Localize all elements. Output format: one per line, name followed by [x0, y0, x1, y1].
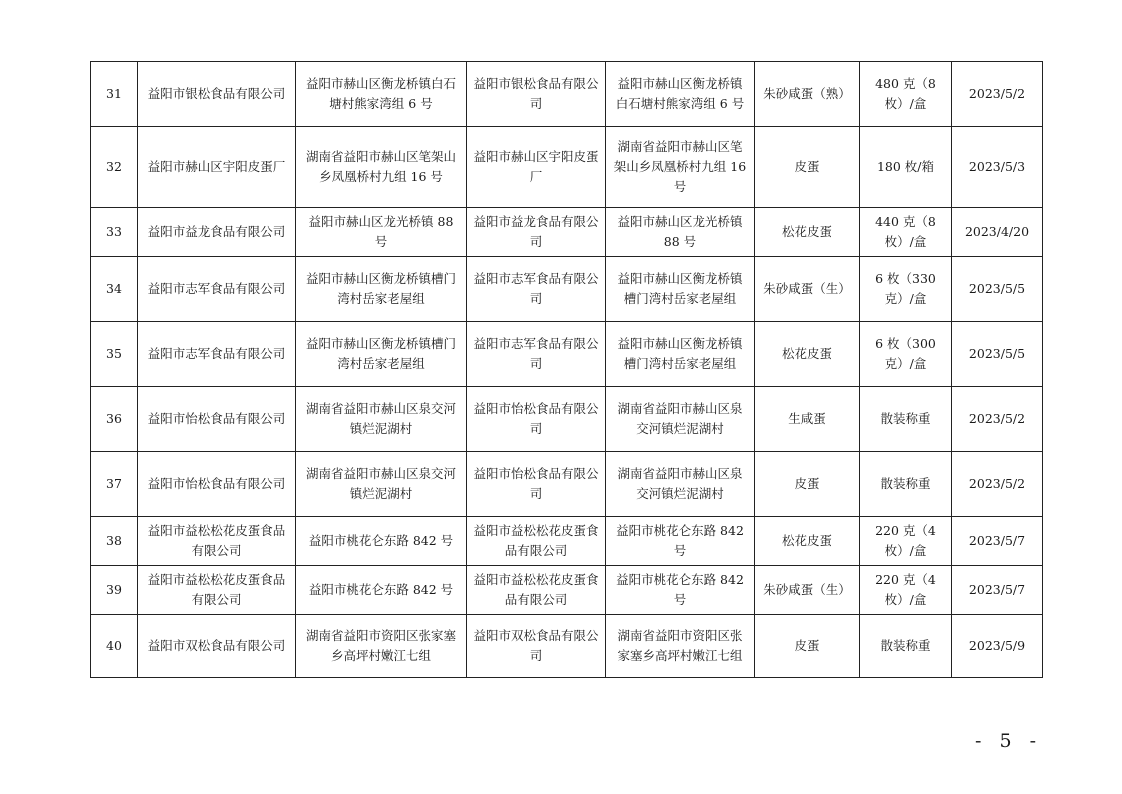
product-name-cell: 朱砂咸蛋（生）: [755, 257, 860, 322]
table-row: [91, 517, 1043, 566]
product-name-cell: 皮蛋: [755, 127, 860, 208]
producer-name-cell: 益阳市益松松花皮蛋食品有限公司: [138, 517, 296, 566]
producer-name-cell: 益阳市志军食品有限公司: [138, 322, 296, 387]
table-row: [91, 257, 1043, 322]
producer-address-cell: 益阳市赫山区衡龙桥镇槽门湾村岳家老屋组: [296, 257, 467, 322]
sampled-address-cell: 益阳市桃花仑东路 842 号: [606, 566, 755, 615]
sampled-address-cell: 湖南省益阳市赫山区泉交河镇烂泥湖村: [606, 452, 755, 517]
table-row: [91, 615, 1043, 678]
sampled-unit-cell: 益阳市益松松花皮蛋食品有限公司: [467, 566, 606, 615]
sampled-unit-cell: 益阳市益松松花皮蛋食品有限公司: [467, 517, 606, 566]
product-name-cell: 生咸蛋: [755, 387, 860, 452]
product-name-cell: 皮蛋: [755, 452, 860, 517]
producer-name-cell: 益阳市赫山区宇阳皮蛋厂: [138, 127, 296, 208]
sampled-address-cell: 湖南省益阳市赫山区笔架山乡凤凰桥村九组 16 号: [606, 127, 755, 208]
product-name-cell: 朱砂咸蛋（熟）: [755, 62, 860, 127]
sampled-address-cell: 益阳市桃花仑东路 842 号: [606, 517, 755, 566]
production-date-cell: 2023/5/9: [952, 615, 1043, 678]
row-number-cell: 36: [91, 387, 138, 452]
row-number-cell: 38: [91, 517, 138, 566]
sampled-address-cell: 益阳市赫山区衡龙桥镇槽门湾村岳家老屋组: [606, 257, 755, 322]
table-row: [91, 322, 1043, 387]
specification-cell: 散装称重: [860, 615, 952, 678]
table-row: [91, 127, 1043, 208]
production-date-cell: 2023/5/7: [952, 517, 1043, 566]
specification-cell: 180 枚/箱: [860, 127, 952, 208]
specification-cell: 散装称重: [860, 452, 952, 517]
sampled-unit-cell: 益阳市怡松食品有限公司: [467, 387, 606, 452]
producer-address-cell: 益阳市赫山区龙光桥镇 88 号: [296, 208, 467, 257]
producer-name-cell: 益阳市益龙食品有限公司: [138, 208, 296, 257]
producer-address-cell: 湖南省益阳市赫山区泉交河镇烂泥湖村: [296, 452, 467, 517]
producer-name-cell: 益阳市怡松食品有限公司: [138, 452, 296, 517]
sampled-unit-cell: 益阳市怡松食品有限公司: [467, 452, 606, 517]
producer-address-cell: 湖南省益阳市资阳区张家塞乡高坪村嫩江七组: [296, 615, 467, 678]
producer-name-cell: 益阳市银松食品有限公司: [138, 62, 296, 127]
table-row: [91, 62, 1043, 127]
sampled-address-cell: 益阳市赫山区衡龙桥镇白石塘村熊家湾组 6 号: [606, 62, 755, 127]
sampled-unit-cell: 益阳市志军食品有限公司: [467, 257, 606, 322]
specification-cell: 散装称重: [860, 387, 952, 452]
sampled-address-cell: 益阳市赫山区衡龙桥镇槽门湾村岳家老屋组: [606, 322, 755, 387]
production-date-cell: 2023/4/20: [952, 208, 1043, 257]
product-name-cell: 皮蛋: [755, 615, 860, 678]
specification-cell: 220 克（4 枚）/盒: [860, 517, 952, 566]
specification-cell: 480 克（8 枚）/盒: [860, 62, 952, 127]
specification-cell: 220 克（4 枚）/盒: [860, 566, 952, 615]
table-row: [91, 208, 1043, 257]
product-name-cell: 朱砂咸蛋（生）: [755, 566, 860, 615]
sampled-address-cell: 湖南省益阳市资阳区张家塞乡高坪村嫩江七组: [606, 615, 755, 678]
producer-address-cell: 湖南省益阳市赫山区泉交河镇烂泥湖村: [296, 387, 467, 452]
production-date-cell: 2023/5/5: [952, 257, 1043, 322]
product-name-cell: 松花皮蛋: [755, 517, 860, 566]
producer-address-cell: 益阳市赫山区衡龙桥镇槽门湾村岳家老屋组: [296, 322, 467, 387]
row-number-cell: 34: [91, 257, 138, 322]
specification-cell: 6 枚（330 克）/盒: [860, 257, 952, 322]
producer-name-cell: 益阳市志军食品有限公司: [138, 257, 296, 322]
producer-address-cell: 益阳市桃花仑东路 842 号: [296, 517, 467, 566]
table-row: [91, 452, 1043, 517]
production-date-cell: 2023/5/2: [952, 387, 1043, 452]
producer-name-cell: 益阳市益松松花皮蛋食品有限公司: [138, 566, 296, 615]
production-date-cell: 2023/5/5: [952, 322, 1043, 387]
row-number-cell: 33: [91, 208, 138, 257]
producer-address-cell: 益阳市赫山区衡龙桥镇白石塘村熊家湾组 6 号: [296, 62, 467, 127]
production-date-cell: 2023/5/7: [952, 566, 1043, 615]
producer-address-cell: 湖南省益阳市赫山区笔架山乡凤凰桥村九组 16 号: [296, 127, 467, 208]
row-number-cell: 37: [91, 452, 138, 517]
production-date-cell: 2023/5/2: [952, 62, 1043, 127]
row-number-cell: 39: [91, 566, 138, 615]
sampled-unit-cell: 益阳市赫山区宇阳皮蛋厂: [467, 127, 606, 208]
producer-name-cell: 益阳市双松食品有限公司: [138, 615, 296, 678]
sampled-unit-cell: 益阳市双松食品有限公司: [467, 615, 606, 678]
product-name-cell: 松花皮蛋: [755, 322, 860, 387]
sampled-address-cell: 益阳市赫山区龙光桥镇 88 号: [606, 208, 755, 257]
food-sampling-table: [90, 61, 1043, 678]
sampled-address-cell: 湖南省益阳市赫山区泉交河镇烂泥湖村: [606, 387, 755, 452]
producer-name-cell: 益阳市怡松食品有限公司: [138, 387, 296, 452]
sampled-unit-cell: 益阳市志军食品有限公司: [467, 322, 606, 387]
row-number-cell: 35: [91, 322, 138, 387]
product-name-cell: 松花皮蛋: [755, 208, 860, 257]
sampled-unit-cell: 益阳市银松食品有限公司: [467, 62, 606, 127]
sampled-unit-cell: 益阳市益龙食品有限公司: [467, 208, 606, 257]
page-number: - 5 -: [974, 730, 1042, 752]
row-number-cell: 40: [91, 615, 138, 678]
specification-cell: 440 克（8 枚）/盒: [860, 208, 952, 257]
production-date-cell: 2023/5/3: [952, 127, 1043, 208]
production-date-cell: 2023/5/2: [952, 452, 1043, 517]
specification-cell: 6 枚（300 克）/盒: [860, 322, 952, 387]
table-row: [91, 566, 1043, 615]
row-number-cell: 32: [91, 127, 138, 208]
row-number-cell: 31: [91, 62, 138, 127]
table-row: [91, 387, 1043, 452]
producer-address-cell: 益阳市桃花仑东路 842 号: [296, 566, 467, 615]
